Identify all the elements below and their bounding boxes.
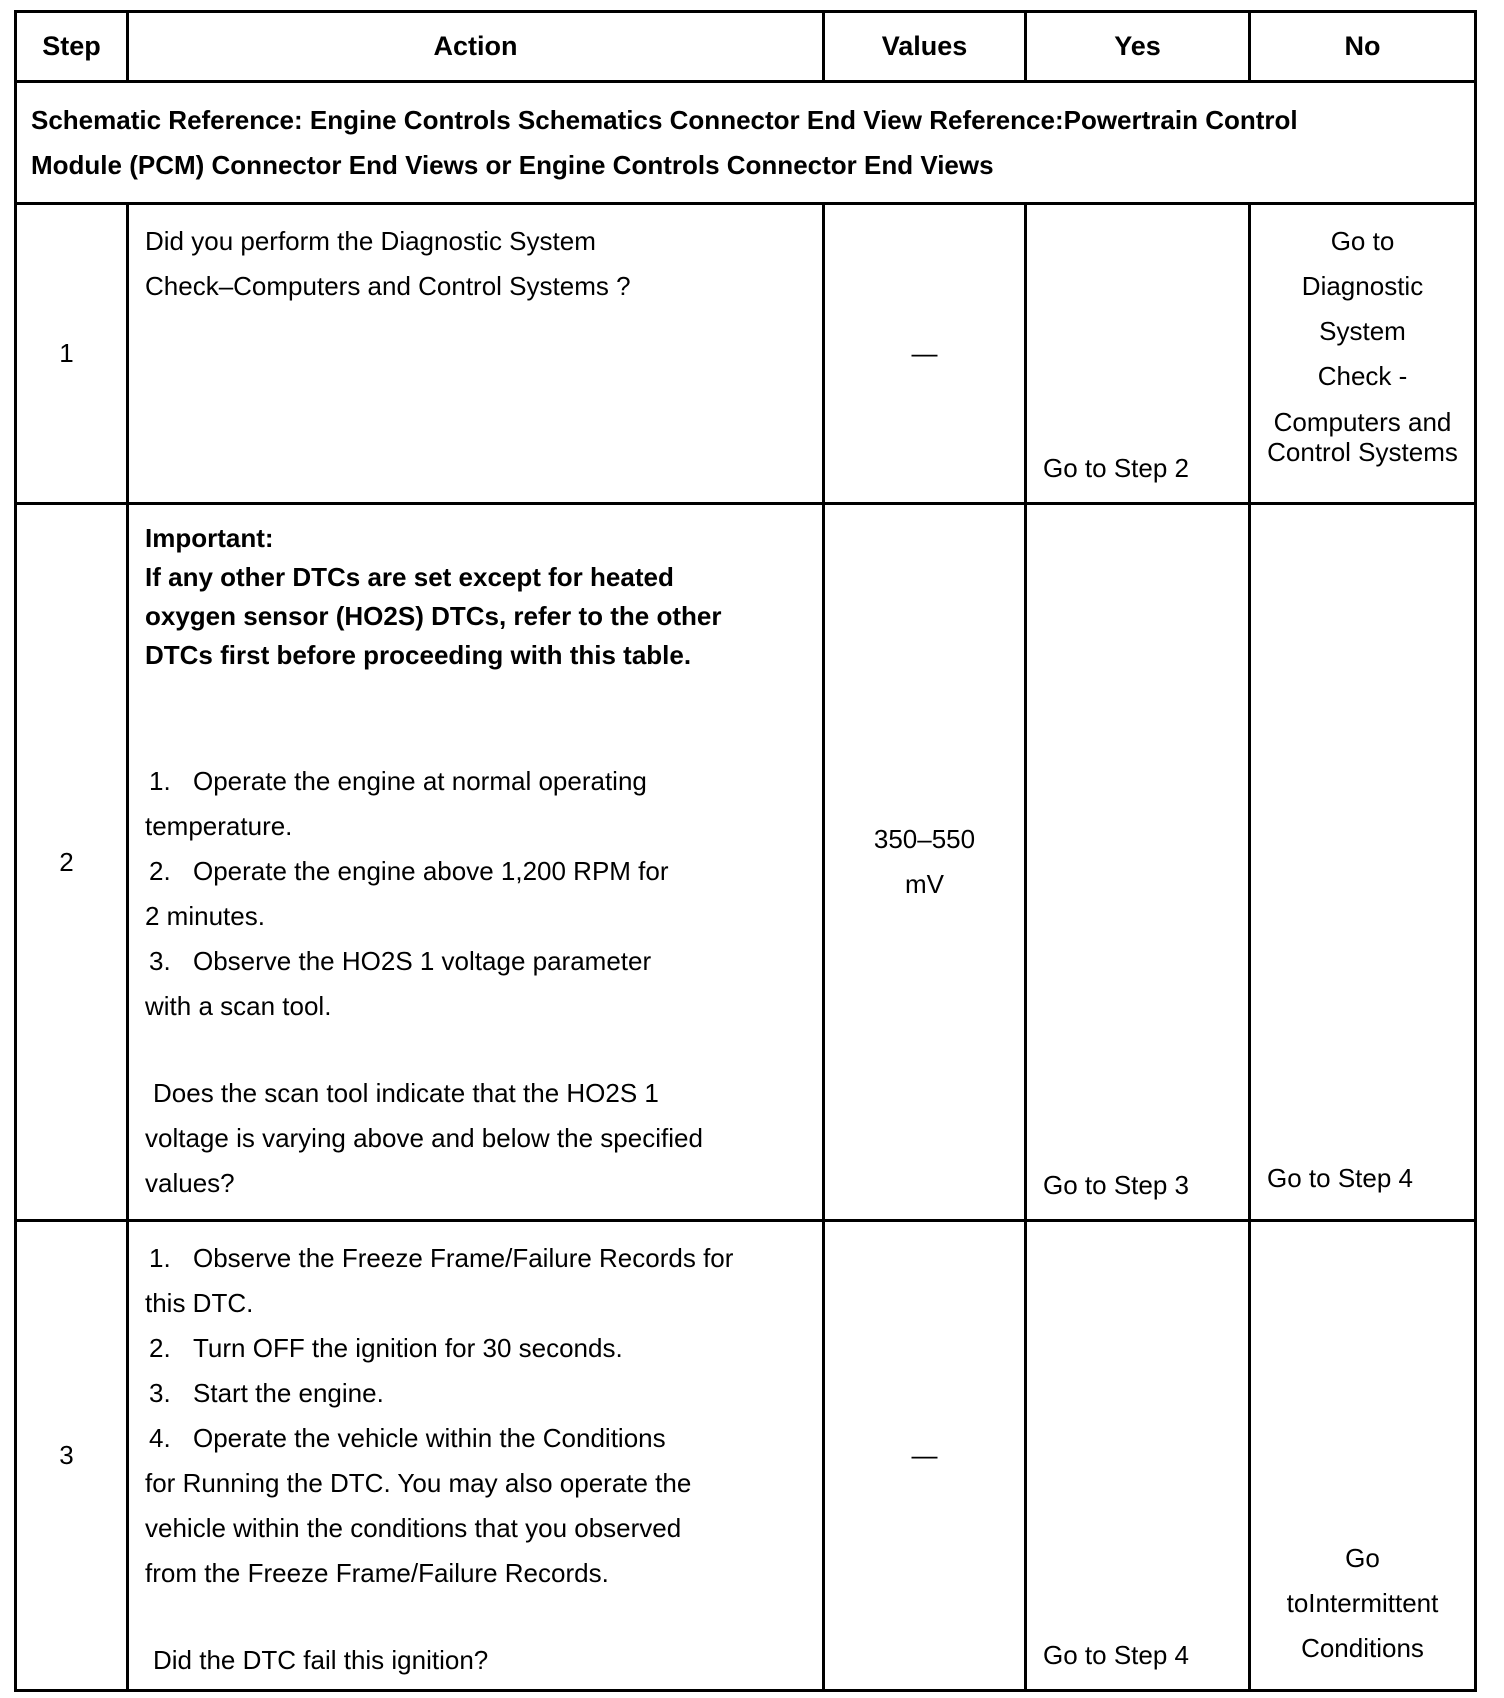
list-item-cont: temperature.	[145, 811, 293, 841]
no-text: System	[1319, 316, 1406, 346]
no-text: Control Systems	[1267, 437, 1458, 467]
step-number: 2	[16, 504, 128, 1221]
list-item: 1. Observe the Freeze Frame/Failure Records for	[149, 1243, 734, 1273]
header-values: Values	[824, 12, 1026, 82]
table-row-step-3	[16, 1221, 1476, 1691]
list-item-cont: 2 minutes.	[145, 901, 265, 931]
action-text: Check–Computers and Control Systems ?	[145, 271, 631, 301]
list-item-cont: vehicle within the conditions that you observed	[145, 1513, 682, 1543]
action-cell	[128, 1221, 824, 1691]
step-number: 1	[16, 204, 128, 504]
yes-cell: Go to Step 3	[1026, 504, 1250, 1221]
table-row-step-2	[16, 504, 1476, 1221]
values-cell: —	[824, 204, 1026, 504]
no-cell: Go to Step 4	[1250, 504, 1476, 1221]
important-text: If any other DTCs are set except for heated	[145, 562, 674, 592]
question-text: Did the DTC fail this ignition?	[153, 1645, 489, 1675]
header-step: Step	[16, 12, 128, 82]
table-row-step-1	[16, 204, 1476, 504]
action-cell	[128, 204, 824, 504]
no-text: Computers and	[1273, 407, 1452, 437]
list-item-cont: from the Freeze Frame/Failure Records.	[145, 1558, 609, 1588]
values-cell: —	[824, 1221, 1026, 1691]
schematic-reference	[16, 82, 1476, 204]
question-text: voltage is varying above and below the specified	[145, 1123, 703, 1153]
list-item-cont: with a scan tool.	[145, 991, 332, 1021]
no-text: toIntermittent	[1286, 1588, 1439, 1618]
yes-cell: Go to Step 2	[1026, 204, 1250, 504]
no-cell	[1250, 1221, 1476, 1691]
important-text: DTCs first before proceeding with this table.	[145, 640, 692, 670]
header-yes: Yes	[1026, 12, 1250, 82]
list-item: 3. Start the engine.	[149, 1378, 384, 1408]
important-label: Important:	[145, 523, 274, 553]
diagnostic-table	[14, 10, 1477, 1692]
action-text: Did you perform the Diagnostic System	[145, 226, 596, 256]
list-item: 4. Operate the vehicle within the Conditions	[149, 1423, 666, 1453]
no-text: Go	[1345, 1543, 1380, 1573]
reference-line-2: Module (PCM) Connector End Views or Engine Controls Connector End Views	[31, 149, 994, 180]
important-text: oxygen sensor (HO2S) DTCs, refer to the other	[145, 601, 722, 631]
list-item-cont: for Running the DTC. You may also operate the	[145, 1468, 692, 1498]
action-cell	[128, 504, 824, 1221]
list-item-cont: this DTC.	[145, 1288, 254, 1318]
question-text: Does the scan tool indicate that the HO2S 1	[153, 1078, 659, 1108]
no-text: Diagnostic	[1301, 271, 1424, 301]
list-item: 3. Observe the HO2S 1 voltage parameter	[149, 946, 652, 976]
question-text: values?	[145, 1168, 235, 1198]
no-text: Conditions	[1301, 1633, 1424, 1663]
no-text: Go to	[1330, 226, 1395, 256]
reference-line-1: Schematic Reference: Engine Controls Schematics Connector End View Reference:Powertrain Control	[31, 104, 1298, 135]
reference-row	[16, 82, 1476, 204]
yes-cell: Go to Step 4	[1026, 1221, 1250, 1691]
header-no: No	[1250, 12, 1476, 82]
values-text: 350–550	[873, 824, 976, 854]
list-item: 2. Turn OFF the ignition for 30 seconds.	[149, 1333, 623, 1363]
values-cell	[824, 504, 1026, 1221]
no-text: Check -	[1317, 361, 1408, 391]
list-item: 1. Operate the engine at normal operating	[149, 766, 647, 796]
no-cell	[1250, 204, 1476, 504]
header-action: Action	[128, 12, 824, 82]
header-row	[16, 12, 1476, 82]
step-number: 3	[16, 1221, 128, 1691]
values-unit: mV	[905, 869, 944, 899]
list-item: 2. Operate the engine above 1,200 RPM for	[149, 856, 669, 886]
